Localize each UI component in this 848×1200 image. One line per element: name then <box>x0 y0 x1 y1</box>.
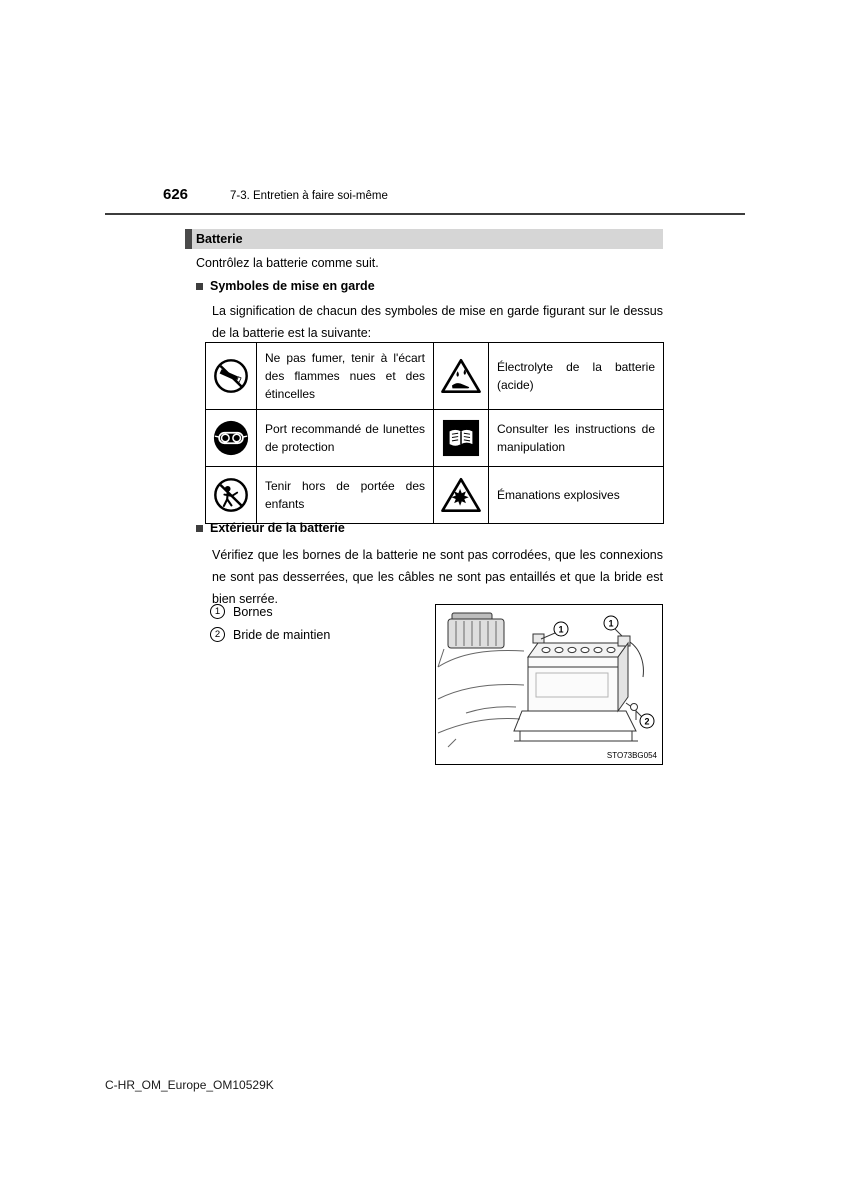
callout-number-2: 2 <box>210 627 225 642</box>
safety-goggles-icon <box>206 410 257 467</box>
page-title: Batterie <box>196 232 243 246</box>
square-bullet-icon <box>196 283 203 290</box>
subheading-symbols <box>196 279 375 293</box>
no-smoking-icon <box>206 343 257 410</box>
subheading-label: Extérieur de la batterie <box>210 521 345 535</box>
legend-label: Bornes <box>233 604 273 619</box>
table-row <box>206 467 664 524</box>
symbol-description: Port recommandé de lunettes de protection <box>257 410 434 467</box>
figure-callout-1b: 1 <box>608 618 614 629</box>
header-rule <box>105 213 745 215</box>
battery-figure <box>435 604 663 765</box>
figure-caption: STO73BG054 <box>606 751 657 760</box>
figure-callout-2: 2 <box>644 716 650 727</box>
table-row <box>206 410 664 467</box>
title-accent-bar <box>185 229 192 249</box>
subheading-label: Symboles de mise en garde <box>210 279 375 293</box>
table-row <box>206 343 664 410</box>
intro-text: Contrôlez la batterie comme suit. <box>196 256 379 270</box>
symbols-paragraph: La signification de chacun des symboles de mise en garde figurant sur le dessus de la batterie est la suivante: <box>212 304 663 340</box>
section-title: 7-3. Entretien à faire soi-même <box>230 190 388 202</box>
exterior-paragraph: Vérifiez que les bornes de la batterie ne sont pas corrodées, que les connexions ne sont pas desserrées, que les câbles ne sont pas entaillés et que la bride est bien serrée. <box>212 548 663 606</box>
legend-label: Bride de maintien <box>233 627 331 642</box>
symbol-description: Consulter les instructions de manipulation <box>489 410 664 467</box>
keep-away-children-icon <box>206 467 257 524</box>
legend-item-bride <box>210 627 330 642</box>
symbol-description: Tenir hors de portée des enfants <box>257 467 434 524</box>
square-bullet-icon <box>196 525 203 532</box>
warning-symbols-table <box>205 342 664 524</box>
document-code: C-HR_OM_Europe_OM10529K <box>105 1078 274 1092</box>
symbol-description: Ne pas fumer, tenir à l'écart des flammes nues et des étincelles <box>257 343 434 410</box>
callout-number-1: 1 <box>210 604 225 619</box>
subheading-exterior <box>196 521 345 535</box>
page-number: 626 <box>163 186 189 203</box>
battery-acid-warning-icon <box>434 343 489 410</box>
symbol-description: Électrolyte de la batterie (acide) <box>489 343 664 410</box>
battery-title-bar <box>185 229 663 249</box>
explosive-gas-warning-icon <box>434 467 489 524</box>
battery-figure-illustration <box>436 605 662 764</box>
read-instructions-icon <box>434 410 489 467</box>
symbol-description: Émanations explosives <box>489 467 664 524</box>
legend-item-bornes <box>210 604 273 619</box>
figure-callout-1a: 1 <box>558 624 564 635</box>
